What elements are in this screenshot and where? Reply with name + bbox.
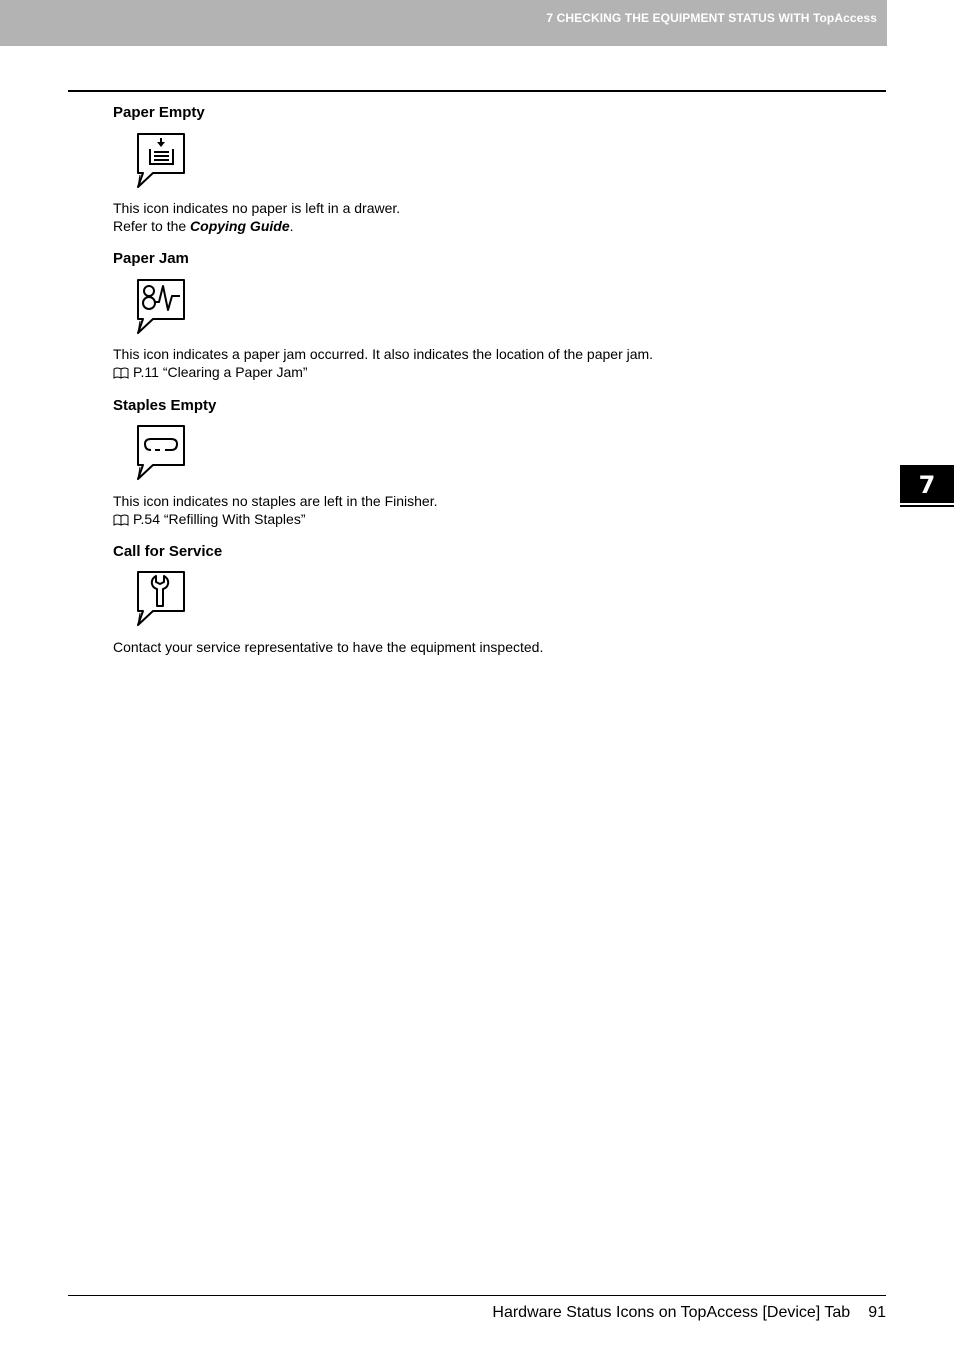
header-bar xyxy=(0,0,887,46)
page-number: 91 xyxy=(868,1304,886,1321)
section-description xyxy=(113,639,543,657)
section-staples-empty xyxy=(113,397,438,527)
page-reference[interactable] xyxy=(113,511,438,531)
call-for-service-icon xyxy=(135,570,187,628)
chapter-tab-underline xyxy=(900,505,954,507)
section-heading: Paper Empty xyxy=(113,104,205,121)
section-heading: Paper Jam xyxy=(113,250,189,267)
footer-title: Hardware Status Icons on TopAccess [Device] Tab xyxy=(492,1304,851,1321)
section-description xyxy=(113,493,438,530)
book-icon xyxy=(113,366,129,384)
reference-link[interactable]: P.11 “Clearing a Paper Jam” xyxy=(133,363,308,380)
reference-link[interactable]: P.54 “Refilling With Staples” xyxy=(133,510,306,527)
copying-guide-link[interactable]: Copying Guide xyxy=(190,217,290,234)
reference-prefix: Refer to the xyxy=(113,217,191,234)
page-reference[interactable] xyxy=(113,364,653,384)
paper-jam-icon xyxy=(135,278,187,336)
reference-suffix: . xyxy=(289,217,294,234)
chapter-tab[interactable]: 7 xyxy=(900,465,954,503)
description-text: This icon indicates no paper is left in a drawer. xyxy=(113,200,401,216)
section-heading: Staples Empty xyxy=(113,397,217,414)
book-icon xyxy=(113,513,129,531)
description-text: This icon indicates no staples are left in the Finisher. xyxy=(113,493,438,509)
section-description xyxy=(113,346,653,383)
reference-text xyxy=(113,218,400,236)
top-rule xyxy=(68,90,886,92)
bottom-rule xyxy=(68,1295,886,1296)
section-description xyxy=(113,200,400,235)
paper-empty-icon xyxy=(135,132,187,190)
section-paper-jam xyxy=(113,250,654,380)
section-paper-empty xyxy=(113,104,401,234)
section-heading: Call for Service xyxy=(113,543,223,560)
header-title: 7 CHECKING THE EQUIPMENT STATUS WITH TopAccess xyxy=(546,11,877,25)
section-call-for-service xyxy=(113,543,544,655)
description-text: Contact your service representative to have the equipment inspected. xyxy=(113,639,544,655)
staples-empty-icon xyxy=(135,424,187,482)
page-footer xyxy=(492,1304,886,1322)
description-text: This icon indicates a paper jam occurred. It also indicates the location of the paper jam. xyxy=(113,346,654,362)
